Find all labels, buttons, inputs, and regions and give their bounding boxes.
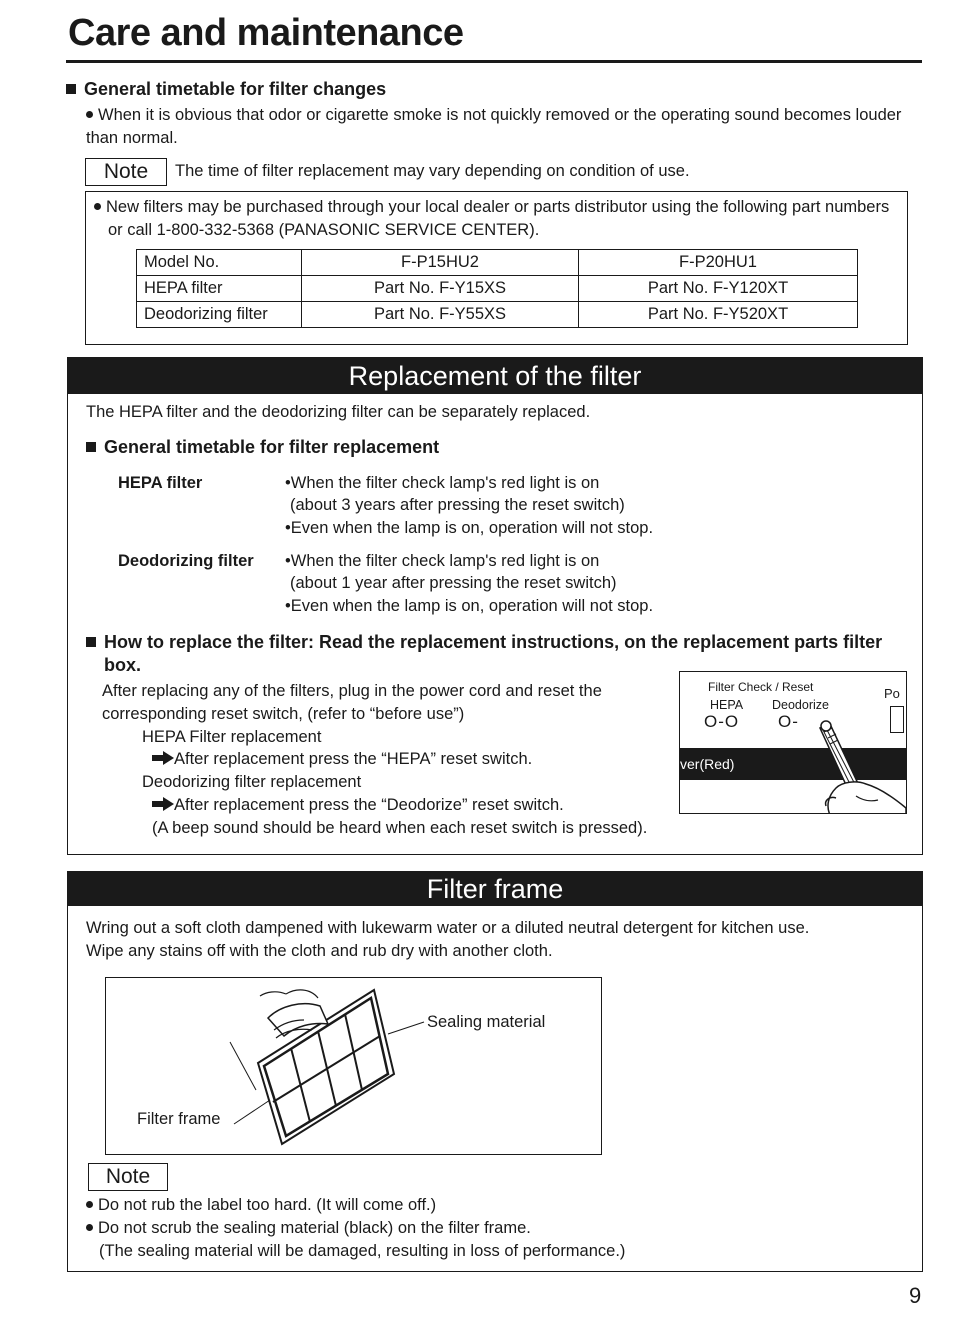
table-cell: Part No. F-Y520XT: [579, 302, 858, 328]
bullet-icon: [94, 203, 101, 210]
replacement-intro: The HEPA filter and the deodorizing filter can be separately replaced.: [86, 403, 591, 421]
parts-table: [136, 249, 858, 328]
filter-frame-banner: Filter frame: [68, 872, 922, 906]
hepa-reset-switch-icon: O-O: [704, 712, 740, 731]
hepa-line-2: (about 3 years after pressing the reset switch): [290, 496, 625, 514]
panel-deodorize-label: Deodorize: [772, 698, 829, 712]
table-cell: Part No. F-Y55XS: [302, 302, 579, 328]
frame-note-bullet-2: Do not scrub the sealing material (black) on the filter frame.: [86, 1217, 531, 1240]
sealing-material-label: Sealing material: [427, 1013, 546, 1031]
table-cell: F-P20HU1: [579, 250, 858, 276]
panel-cut-label: Po: [884, 686, 900, 701]
howto-line-2: corresponding reset switch, (refer to “before use”): [102, 705, 465, 723]
table-cell: Deodorizing filter: [137, 302, 302, 328]
frame-line-2: Wipe any stains off with the cloth and rub dry with another cloth.: [86, 942, 553, 960]
page-title: Care and maintenance: [68, 12, 464, 54]
square-bullet-icon: [86, 637, 96, 647]
hepa-line-1: •When the filter check lamp's red light is on: [285, 474, 600, 492]
frame-note-bullet-1: Do not rub the label too hard. (It will come off.): [86, 1194, 436, 1217]
hepa-line-3: •Even when the lamp is on, operation will not stop.: [285, 519, 654, 537]
frame-note-label-box: Note: [88, 1163, 168, 1191]
filter-changes-bullet: When it is obvious that odor or cigarette smoke is not quickly removed or the operating sound becomes louder than normal.: [86, 106, 902, 147]
purchase-bullet: New filters may be purchased through your local dealer or parts distributor using the following part numbers or call 1-800-332-5368 (PANASONIC SERVICE CENTER).: [94, 196, 899, 242]
table-cell: Part No. F-Y15XS: [302, 276, 579, 302]
square-bullet-icon: [86, 442, 96, 452]
replacement-banner: Replacement of the filter: [68, 358, 922, 394]
table-row: [137, 250, 858, 276]
hepa-label: HEPA filter: [118, 474, 203, 492]
table-cell: Model No.: [137, 250, 302, 276]
deo-action: After replacement press the “Deodorize” reset switch.: [152, 794, 564, 817]
deo-line-2: (about 1 year after pressing the reset switch): [290, 574, 617, 592]
bullet-icon: [86, 111, 93, 118]
table-row: [137, 302, 858, 328]
deo-replacement-title: Deodorizing filter replacement: [142, 773, 362, 791]
timetable-heading: General timetable for filter replacement: [86, 437, 439, 458]
arrow-right-icon: [152, 751, 174, 765]
filter-frame-illustration: [105, 977, 602, 1155]
arrow-right-icon: [152, 797, 174, 811]
note-text: The time of filter replacement may vary depending on condition of use.: [175, 162, 690, 180]
table-cell: F-P15HU2: [302, 250, 579, 276]
howto-line-1: After replacing any of the filters, plug in the power cord and reset the: [102, 682, 602, 700]
deo-line-3: •Even when the lamp is on, operation will not stop.: [285, 597, 654, 615]
panel-title: Filter Check / Reset: [708, 680, 814, 694]
square-bullet-icon: [66, 84, 76, 94]
beep-note: (A beep sound should be heard when each reset switch is pressed).: [152, 819, 648, 837]
panel-red-lamp-label: ver(Red): [680, 756, 735, 772]
table-row: [137, 276, 858, 302]
bullet-icon: [86, 1224, 93, 1231]
deo-label: Deodorizing filter: [118, 552, 254, 570]
deo-line-1: •When the filter check lamp's red light is on: [285, 552, 600, 570]
control-panel-illustration: [679, 671, 907, 814]
hepa-replacement-title: HEPA Filter replacement: [142, 728, 322, 746]
deodorize-reset-switch-icon: O-: [778, 712, 799, 731]
filter-changes-heading: General timetable for filter changes: [66, 79, 386, 100]
frame-line-1: Wring out a soft cloth dampened with lukewarm water or a diluted neutral detergent for kitchen use.: [86, 919, 810, 937]
panel-hepa-label: HEPA: [710, 698, 744, 712]
note-label-box: Note: [85, 158, 167, 186]
howto-heading: How to replace the filter: Read the replacement instructions, on the replacement parts filter box.: [86, 631, 911, 677]
page-number: 9: [909, 1283, 922, 1308]
hepa-action: After replacement press the “HEPA” reset switch.: [152, 748, 532, 771]
filter-frame-label: Filter frame: [137, 1110, 221, 1128]
table-cell: HEPA filter: [137, 276, 302, 302]
frame-note-paren: (The sealing material will be damaged, resulting in loss of performance.): [99, 1242, 626, 1260]
title-rule: [66, 60, 922, 63]
table-cell: Part No. F-Y120XT: [579, 276, 858, 302]
bullet-icon: [86, 1201, 93, 1208]
pointing-hand-icon: [680, 672, 907, 814]
